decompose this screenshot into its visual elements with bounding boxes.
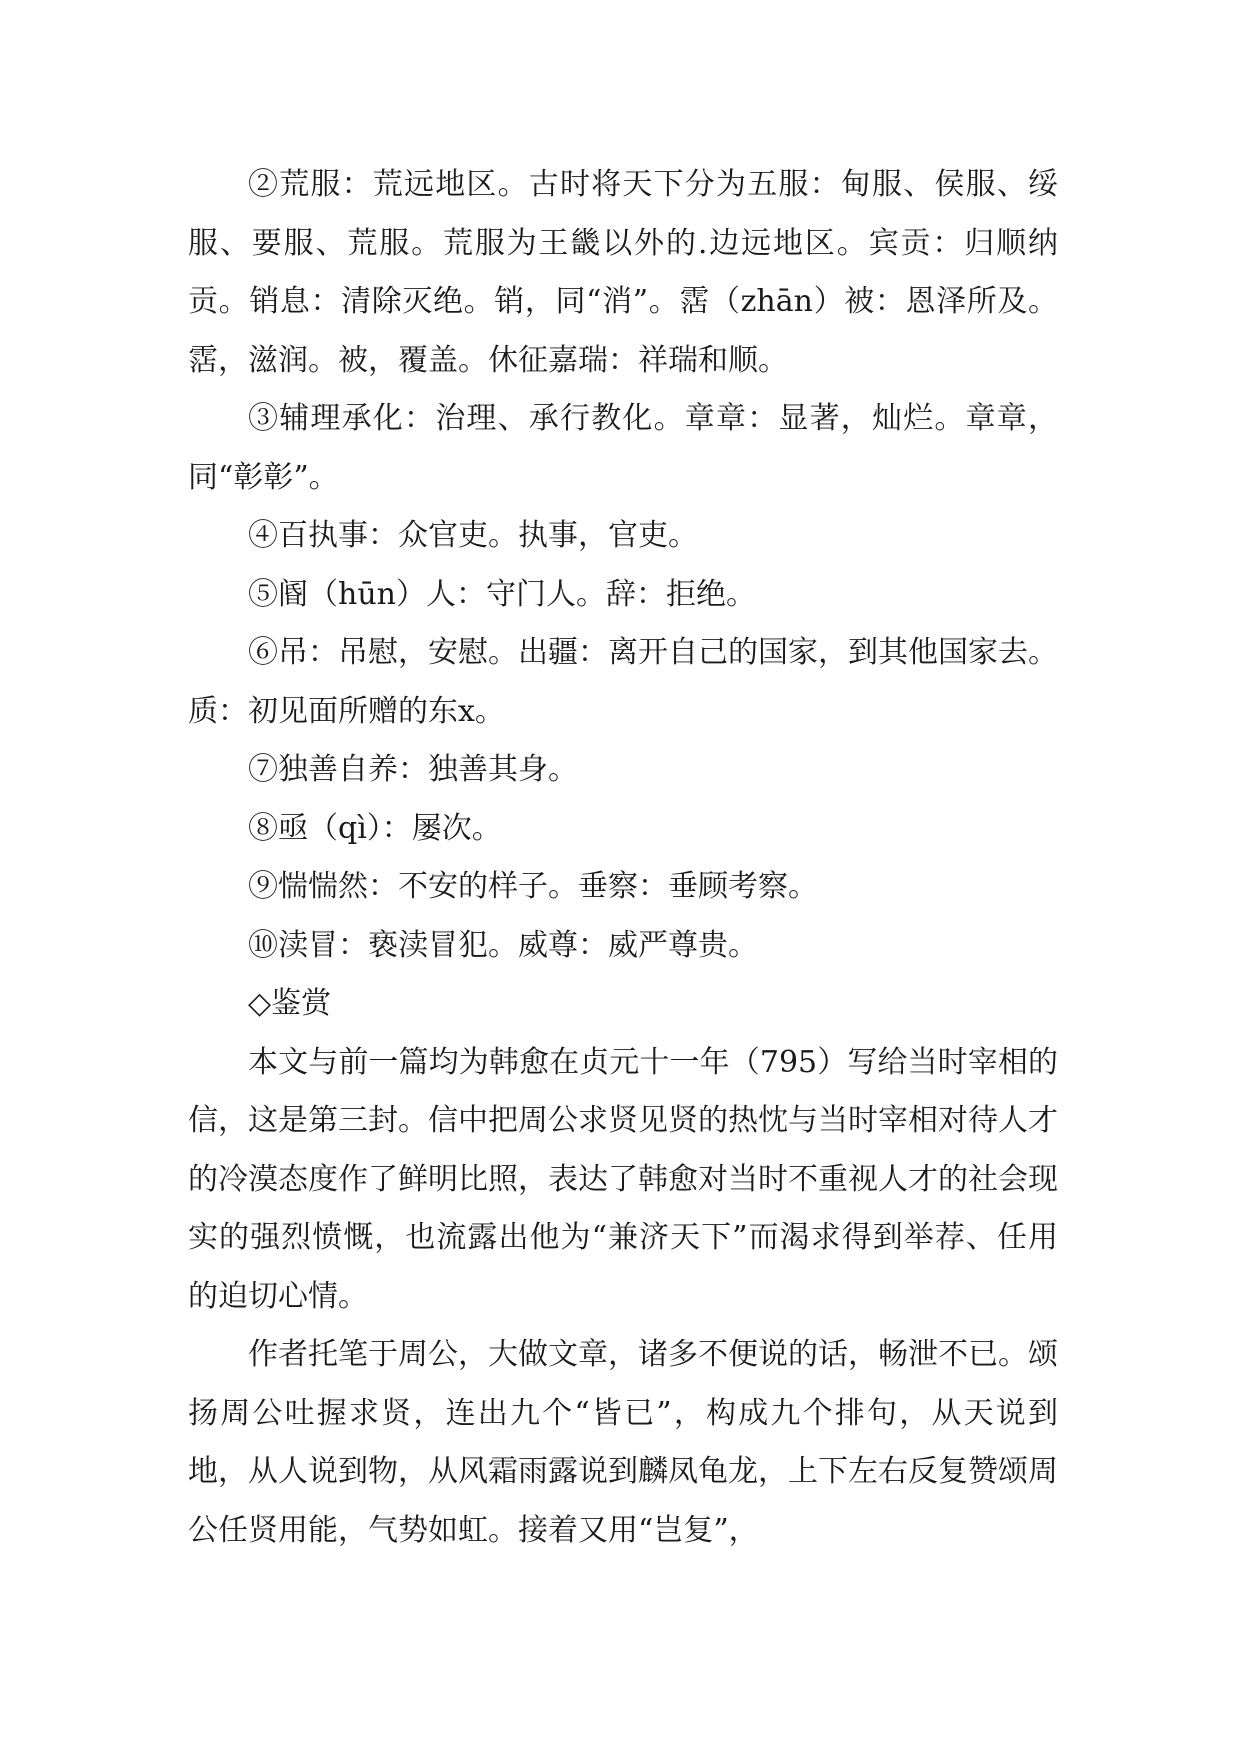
paragraph-note-9: ⑨惴惴然：不安的样子。垂察：垂顾考察。 xyxy=(248,869,818,904)
paragraph-note-8: ⑧亟（qì）：屡次。 xyxy=(248,810,502,846)
section-heading-appreciation: ◇鉴赏 xyxy=(248,986,332,1021)
paragraph-note-2: ②荒服：荒远地区。古时将天下分为五服：甸服、侯服、绥服、要服、荒服。荒服为王畿以外的.边远地区。宾贡：归顺纳贡。销息：清除灭绝。销，同“消”。霑（zhān）被：恩泽所及。霑，滋润。被，覆盖。休征嘉瑞：祥瑞和顺。 xyxy=(188,167,1058,378)
paragraph-note-5: ⑤阍（hūn）人：守门人。辞：拒绝。 xyxy=(248,576,756,612)
paragraph-note-6: ⑥吊：吊慰，安慰。出疆：离开自己的国家，到其他国家去。质：初见面所赠的东x。 xyxy=(188,635,1058,729)
paragraph-appreciation-1: 本文与前一篇均为韩愈在贞元十一年（795）写给当时宰相的信，这是第三封。信中把周公求贤见贤的热忱与当时宰相对待人才的冷漠态度作了鲜明比照，表达了韩愈对当时不重视人才的社会现实的强烈愤慨，也流露出他为“兼济天下”而渴求得到举荐、任用的迫切心情。 xyxy=(188,1044,1058,1314)
paragraph-note-3: ③辅理承化：治理、承行教化。章章：显著，灿烂。章章，同“彰彰”。 xyxy=(188,401,1058,495)
paragraph-note-7: ⑦独善自养：独善其身。 xyxy=(248,752,578,787)
document-body xyxy=(188,156,1058,1560)
paragraph-note-10: ⑩渎冒：亵渎冒犯。威尊：威严尊贵。 xyxy=(248,927,758,963)
paragraph-appreciation-2: 作者托笔于周公，大做文章，诸多不便说的话，畅泄不已。颂扬周公吐握求贤，连出九个“皆已”，构成九个排句，从天说到地，从人说到物，从风霜雨露说到麟凤龟龙，上下左右反复赞颂周公任贤用能，气势如虹。接着又用“岂复”， xyxy=(188,1337,1058,1548)
paragraph-note-4: ④百执事：众官吏。执事，官吏。 xyxy=(248,518,698,553)
